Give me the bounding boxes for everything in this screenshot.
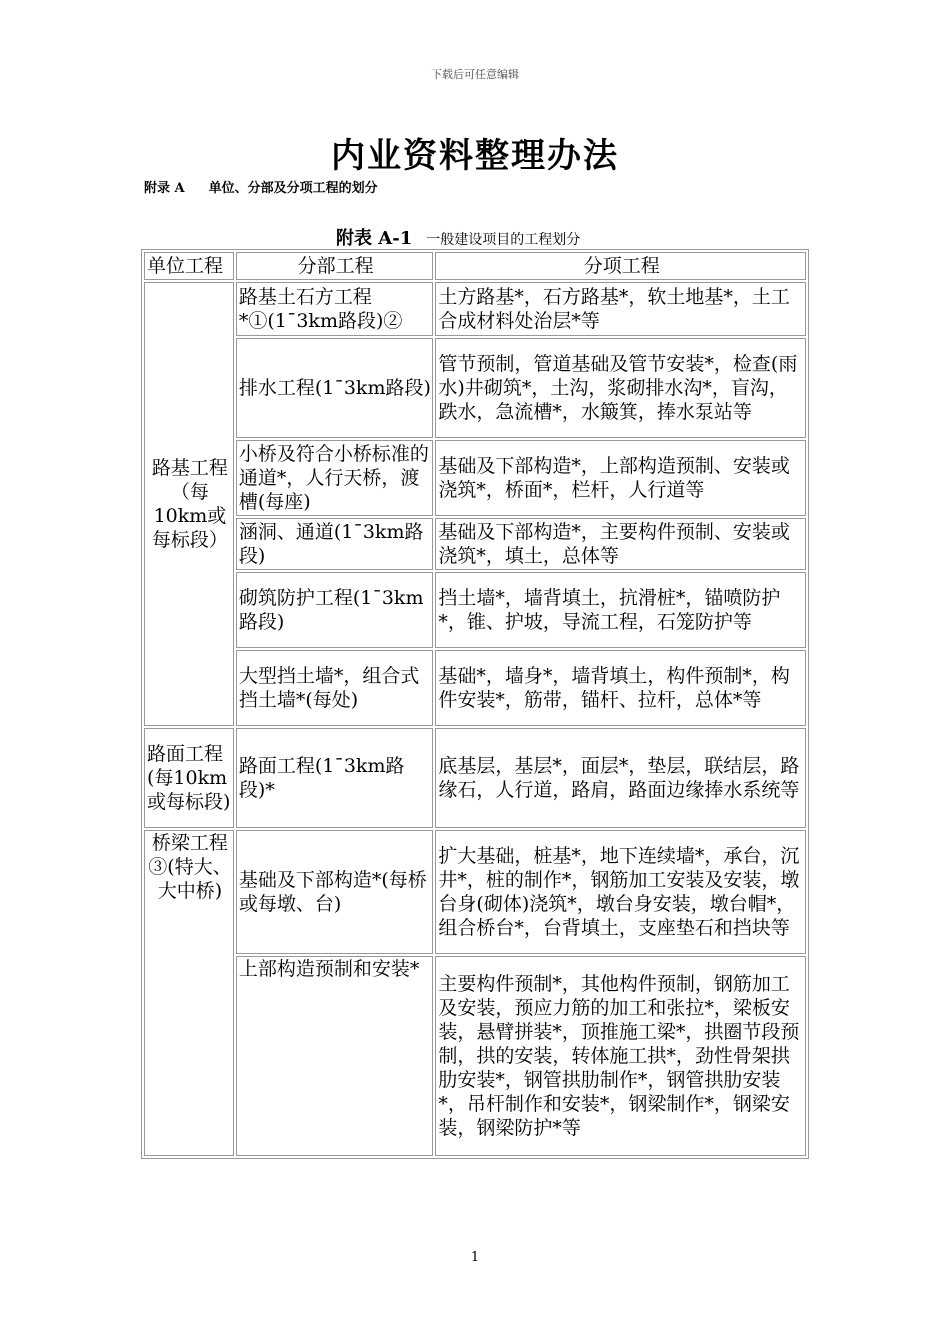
- appendix-text: 单位、分部及分项工程的划分: [208, 181, 378, 196]
- table-row: [144, 440, 806, 516]
- item-cell: 管节预制，管道基础及管节安装*，检查(雨水)井砌筑*，土沟，浆砌排水沟*，盲沟，跌水，急流槽*，水簸箕，捧水泵站等: [435, 338, 806, 438]
- part-cell: 基础及下部构造*(每桥或每墩、台): [236, 830, 434, 954]
- table-caption-code: 附表 A-1: [336, 228, 413, 249]
- engineering-division-table: [141, 249, 809, 1159]
- part-cell: 排水工程(1¯3km路段): [236, 338, 434, 438]
- part-cell: 路基土石方工程*①(1¯3km路段)②: [236, 282, 434, 336]
- table-row: [144, 338, 806, 438]
- table-row: [144, 956, 806, 1156]
- header-unit: 单位工程: [144, 252, 234, 280]
- table-header-row: [144, 252, 806, 280]
- part-cell: 大型挡土墙*，组合式挡土墙*(每处): [236, 650, 434, 726]
- unit-cell: 路基工程（每10km或每标段）: [144, 282, 234, 726]
- item-cell: 底基层，基层*，面层*，垫层，联结层，路缘石，人行道，路肩，路面边缘捧水系统等: [435, 728, 806, 828]
- table-row: [144, 830, 806, 954]
- document-title: 内业资料整理办法: [331, 136, 619, 176]
- appendix-heading: [144, 177, 378, 196]
- appendix-label: 附录 A: [144, 181, 185, 196]
- header-part: 分部工程: [236, 252, 434, 280]
- item-cell: 土方路基*，石方路基*，软土地基*，土工合成材料处治层*等: [435, 282, 806, 336]
- unit-cell: 桥梁工程③(特大、大中桥): [144, 830, 234, 1156]
- table-row: [144, 282, 806, 336]
- part-cell: 上部构造预制和安装*: [236, 956, 434, 1156]
- item-cell: 扩大基础，桩基*，地下连续墙*，承台，沉井*，桩的制作*，钢筋加工安装及安装，墩台身(砌体)浇筑*，墩台身安装，墩台帽*，组合桥台*，台背填土，支座垫石和挡块等: [435, 830, 806, 954]
- header-item: 分项工程: [435, 252, 806, 280]
- item-cell: 基础及下部构造*，上部构造预制、安装或浇筑*，桥面*，栏杆，人行道等: [435, 440, 806, 516]
- item-cell: 基础及下部构造*，主要构件预制、安装或浇筑*，填土，总体等: [435, 518, 806, 570]
- part-cell: 砌筑防护工程(1¯3km路段): [236, 572, 434, 648]
- table-caption-text: 一般建设项目的工程划分: [426, 232, 581, 248]
- unit-cell: 路面工程(每10km或每标段): [144, 728, 234, 828]
- table-caption: [336, 224, 580, 250]
- item-cell: 基础*，墙身*，墙背填土，构件预制*，构件安装*，筋带，锚杆、拉杆，总体*等: [435, 650, 806, 726]
- page-header-note: 下载后可任意编辑: [431, 68, 519, 81]
- table-row: [144, 518, 806, 570]
- item-cell: 主要构件预制*，其他构件预制，钢筋加工及安装，预应力筋的加工和张拉*，梁板安装，悬臂拼装*，顶推施工梁*，拱圈节段预制，拱的安装，转体施工拱*，劲性骨架拱肋安装*，钢管拱肋制作*，钢管拱肋安装*，吊杆制作和安装*，钢梁制作*，钢梁安装，钢梁防护*等: [435, 956, 806, 1156]
- part-cell: 小桥及符合小桥标准的通道*，人行天桥，渡槽(每座): [236, 440, 434, 516]
- table-row: [144, 650, 806, 726]
- page-number: 1: [470, 1250, 480, 1265]
- table-row: [144, 728, 806, 828]
- table-row: [144, 572, 806, 648]
- item-cell: 挡土墙*，墙背填土，抗滑桩*，锚喷防护*，锥、护坡，导流工程，石笼防护等: [435, 572, 806, 648]
- part-cell: 涵洞、通道(1¯3km路段): [236, 518, 434, 570]
- part-cell: 路面工程(1¯3km路段)*: [236, 728, 434, 828]
